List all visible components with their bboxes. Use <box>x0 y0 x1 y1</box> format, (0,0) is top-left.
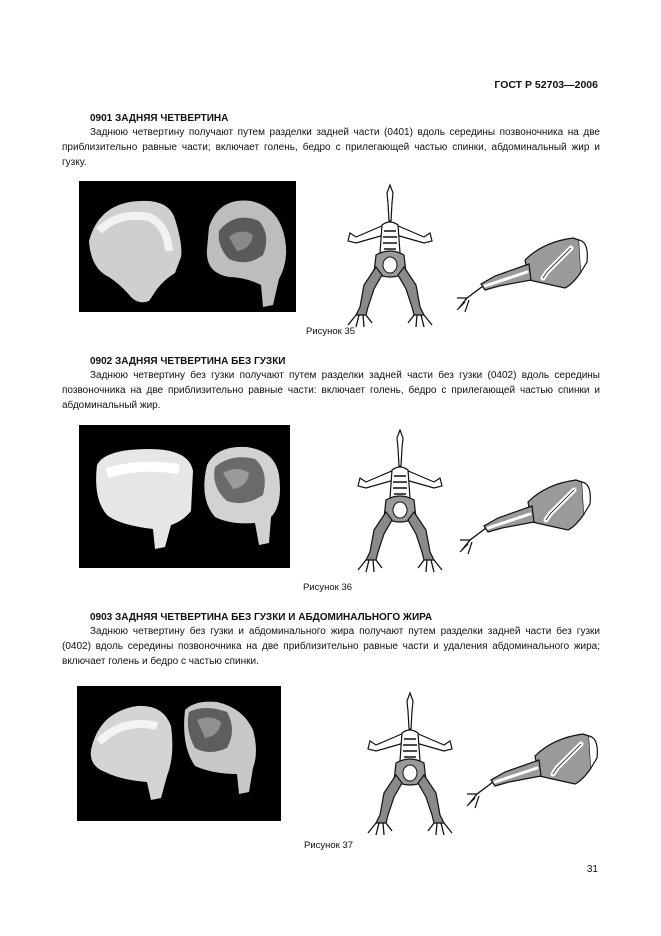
skeleton-diagram-side <box>455 228 595 318</box>
document-code: ГОСТ Р 52703—2006 <box>494 79 598 91</box>
photo-hind-quarter-without-tail-and-fat <box>77 686 281 821</box>
photo-hind-quarter-without-tail <box>79 425 290 568</box>
section-title-0902: 0902 ЗАДНЯЯ ЧЕТВЕРТИНА БЕЗ ГУЗКИ <box>90 356 286 367</box>
section-text-0901: Заднюю четвертину получают путем разделки задней части (0401) вдоль середины позвоночника на две приблизительно равные части; включает голень, бедро с прилегающей частью спинки, абдоминальный жир и гузку. <box>62 127 600 168</box>
figure-caption-37: Рисунок 37 <box>304 840 354 851</box>
section-title-0903: 0903 ЗАДНЯЯ ЧЕТВЕРТИНА БЕЗ ГУЗКИ И АБДОМИНАЛЬНОГО ЖИРА <box>90 612 433 623</box>
photo-hind-quarter <box>79 181 296 312</box>
figure-caption-35: Рисунок 35 <box>306 326 356 337</box>
skeleton-diagram-side <box>458 470 598 560</box>
section-text-0902: Заднюю четвертину без гузки получают путем разделки задней части без гузки (0402) вдоль середины позвоночника на две приблизительно равные части: включает голень, бедро с прилегающей частью спинки и абдоминальный жир. <box>62 370 600 411</box>
section-title-0901: 0901 ЗАДНЯЯ ЧЕТВЕРТИНА <box>90 113 229 124</box>
figure-caption-36: Рисунок 36 <box>303 582 353 593</box>
skeleton-diagram-front <box>350 426 450 576</box>
skeleton-diagram-side <box>465 724 605 814</box>
section-text-0903: Заднюю четвертину без гузки и абдоминального жира получают путем разделки задней части без гузки (0402) вдоль середины позвоночника на две приблизительно равные части и удаления абдоминального жира; включает голень и бедро с частью спинки. <box>62 626 600 667</box>
skeleton-diagram-front <box>340 181 440 331</box>
page-number: 31 <box>586 864 598 875</box>
skeleton-diagram-front <box>360 689 460 839</box>
